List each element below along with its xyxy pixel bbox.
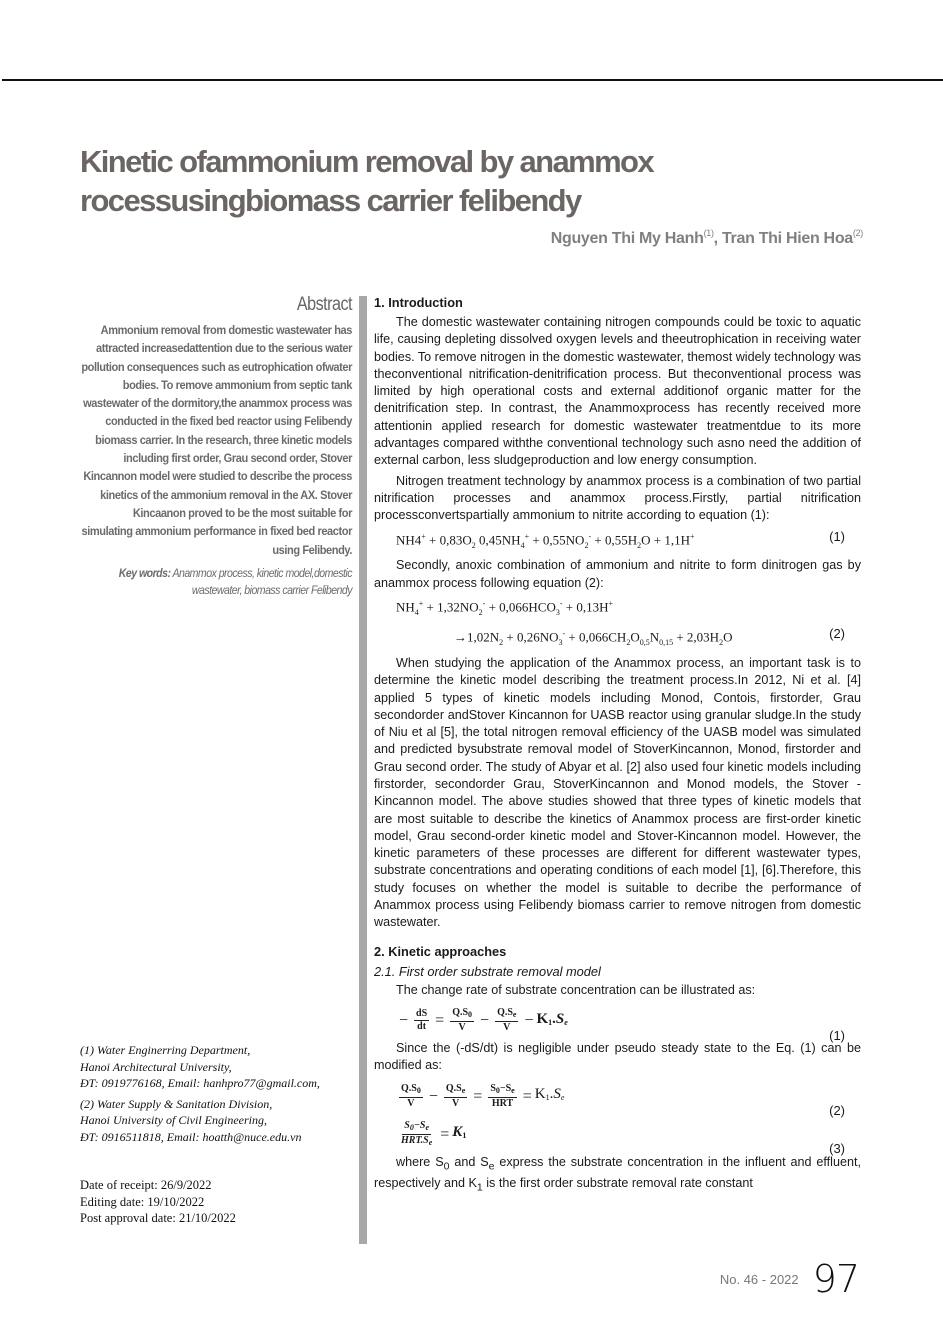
subsection-heading-first-order: 2.1. First order substrate removal model [374, 963, 601, 979]
author-list [551, 228, 863, 248]
math-equation-2: $\frac{Q.S_0}{V}$ − $\frac{Q.S_e}{V}$ = $\frac{S_0-S_e}{\text{HRT}}$ = K1.Se (2) [401, 1083, 845, 1119]
equation-2-line-1: $NH_4^+ + 1,32NO_2^- + 0,066HCO_3^- + 0,13H^+$ [396, 599, 614, 617]
paragraph: Nitrogen treatment technology by anammox process is a combination of two partial nitrification processes and anammox process.Firstly, partial nitrification processconvertspartially ammonium to nitrite according to equation (1): [374, 473, 861, 523]
equation-1: $NH4^+ + 0,83O_2$ $0,45NH_4^+ + 0,55NO_2^- + 0,55H_2O + 1,1H^+$ (1) [396, 528, 845, 550]
issue-label: No. 46 - 2022 [719, 1272, 799, 1287]
paragraph: Since the (-dS/dt) is negligible under pseudo steady state to the Eq. (1) can be modified as: [374, 1040, 861, 1073]
section-heading-introduction: 1. Introduction [374, 295, 463, 310]
equation-number: (1) [829, 528, 845, 544]
math-equation-1: − $\frac{dS}{dt}$ = $\frac{Q.S_0}{V}$ − $\frac{Q.S_e}{V}$ − K1.Se (1) [399, 1007, 845, 1043]
equation-number: (2) [829, 626, 845, 641]
affiliation-2 [80, 1096, 360, 1146]
affiliation-line: Hanoi University of Civil Engineering, [80, 1113, 267, 1127]
header-rule [2, 79, 943, 81]
text-run: and S [449, 1154, 489, 1169]
page-footer [720, 1257, 859, 1301]
abstract-heading: Abstract [296, 294, 352, 315]
text-run: where S [396, 1154, 444, 1169]
affiliation-contact: ĐT: 0916511818, Email: hoatth@nuce.edu.vn [80, 1129, 302, 1144]
abstract-column [80, 294, 352, 600]
affiliation-contact: ĐT: 0919776168, Email: hanhpro77@gmail.com, [80, 1076, 320, 1090]
date-editing: Editing date: 19/10/2022 [80, 1194, 205, 1209]
keywords-label: Key words: [118, 565, 171, 580]
article-dates [80, 1177, 236, 1227]
column-divider-bar [359, 296, 367, 1244]
equation-number: (2) [829, 1103, 845, 1119]
paragraph: The domestic wastewater containing nitrogen compounds could be toxic to aquatic life, causing depleting dissolved oxygen levels and theeutrophication in receiving water bodies. To remove nitrogen in the domestic wastewater, themost widely technology was theconventional nitrification-denitrification process. But theconventional process was limited by high operational costs and external additionof organic matter for the denitrification step. In contrast, the Anammoxprocess has recently received more attentionin applied research for domestic wastewater treatmentdue to its more advantages compared withthe conventional technology such asno need the addition of external carbon, less sludgeproduction and low energy consumption. [374, 315, 861, 468]
affiliation-line: (1) Water Enginerring Department, [80, 1043, 251, 1057]
page-number: 97 [812, 1257, 859, 1301]
affiliation-line: (2) Water Supply & Sanitation Division, [80, 1096, 273, 1111]
author-name: Nguyen Thi My Hanh [550, 230, 704, 247]
date-receipt: Date of receipt: 26/9/2022 [80, 1178, 212, 1192]
paragraph: When studying the application of the Anammox process, an important task is to determine the kinetic model describing the treatment process.In 2012, Ni et al. [4] applied 5 types of kinetic models including Monod, Contois, firstorder, Grau secondorder andStover Kincannon for UASB reactor using granular sludge.In the study of Niu et al [5], the total nitrogen removal efficiency of the UASB model was simulated and predicted bysubstrate removal model of StoverKincannon, Monod, firstorder and Grau second order. The study of Abyar et al. [2] also used four kinetic models including firstorder, secondorder Grau, StoverKincannon and Monod models, the Stover - Kincannon model. The above studies showed that three types of kinetic models that are most suitable to describe the kinetics of Anammox process are first-order kinetic model, Grau second-order kinetic model and Stover-Kincannon model. However, the kinetic parameters of these processes are different for different wastewater types, substrate concentrations and operating conditions of each model [1], [6].Therefore, this study focuses on whether the model is suitable to decribe the performance of Anammox process using Felibendy biomass carrier to remove nitrogen from domestic wastewater. [374, 655, 861, 930]
body-column [374, 294, 861, 1200]
affiliation-1 [80, 1042, 360, 1092]
paragraph: The change rate of substrate concentration can be illustrated as: [396, 982, 756, 997]
equation-2-line-2: $\to 1,02N_2 + 0,26NO_3^- + 0,066CH_2O_{0,5}N_{0,15} + 2,03H_2O$ (2) [454, 626, 845, 647]
math-equation-3: $\frac{S_0-S_e}{HRT.S_e}$ = K1 (3) [401, 1120, 845, 1157]
equation-number: (1) [829, 1027, 845, 1043]
author-ref: (2) [852, 228, 863, 238]
abstract-text: Ammonium removal from domestic wastewater has attracted increasedattention due to the serious water pollution consequences such as eutrophication ofwater bodies. To remove ammonium from septic tank wastewater of the dormitory,the anammox process was conducted in the fixed bed reactor using Felibendy biomass carrier. In the research, three kinetic models including first order, Grau second order, Stover Kincannon model were studied to describe the process kinetics of the ammonium removal in the AX. Stover Kincaanon proved to be the most suitable for simulating ammonium performance in fixed bed reactor using Felibendy. [81, 323, 353, 557]
paragraph: where $S_0$ and $S_e$ express the substrate concentration in the influent and effluent, respectively and $K_1$ is the first order substrate removal rate constant [374, 1154, 861, 1194]
section-heading-kinetic-approaches: 2. Kinetic approaches [374, 943, 507, 959]
date-approval: Post approval date: 21/10/2022 [80, 1211, 236, 1225]
keywords [92, 565, 352, 600]
equation-number: (3) [829, 1141, 845, 1157]
affiliation-line: Hanoi Architectural University, [80, 1059, 232, 1074]
text-run: express the substrate concentration in the influent and effluent, respectively and K [374, 1154, 861, 1191]
affiliations [80, 1042, 360, 1149]
keywords-text: Anammox process, kinetic model,domestic wastewater, biomass carrier Felibendy [170, 565, 352, 598]
title-line-1: Kinetic ofammonium removal by anammox [80, 144, 654, 179]
author-separator: , [713, 230, 722, 247]
title-line-2: rocessusingbiomass carrier felibendy [80, 183, 581, 218]
author-ref: (1) [703, 228, 714, 238]
author-name: Tran Thi Hien Hoa [721, 230, 853, 247]
text-run: is the first order substrate removal rate constant [482, 1176, 753, 1191]
paragraph: Secondly, anoxic combination of ammonium and nitrite to form dinitrogen gas by anammox process following equation (2): [374, 558, 861, 590]
article-title [80, 142, 900, 220]
